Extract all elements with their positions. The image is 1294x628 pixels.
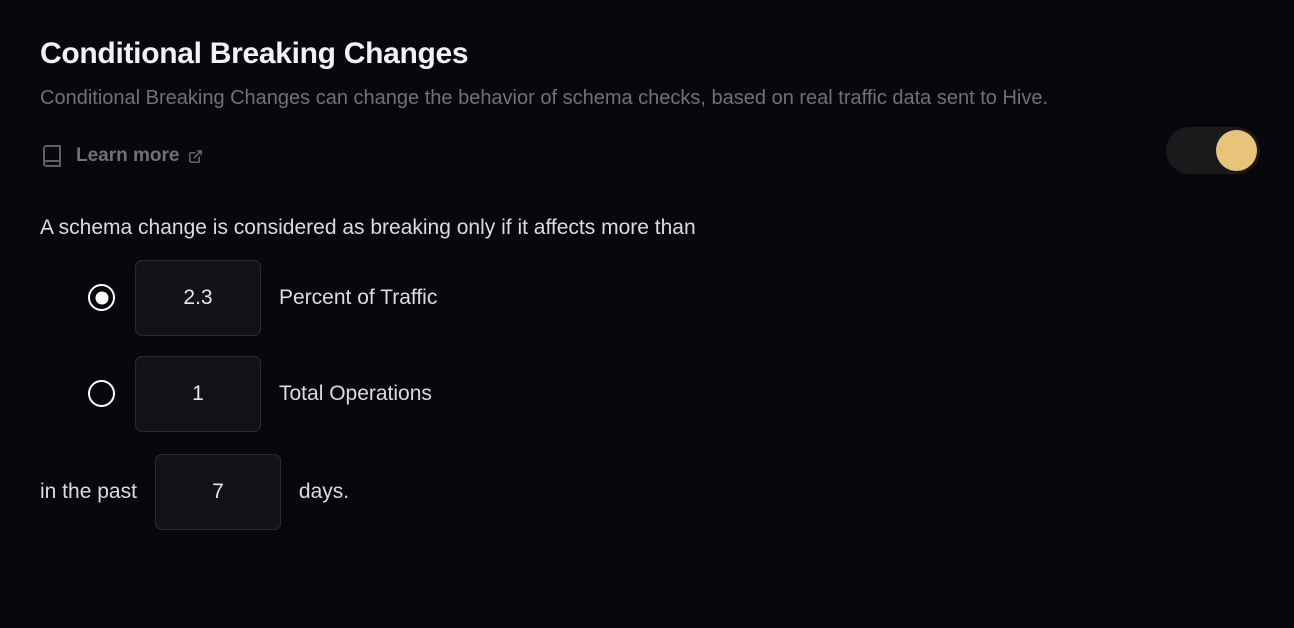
book-icon <box>40 144 64 168</box>
radio-total-operations[interactable] <box>88 380 115 407</box>
page-title: Conditional Breaking Changes <box>40 37 469 70</box>
period-row <box>40 454 1254 530</box>
radio-percent-of-traffic[interactable] <box>88 284 115 311</box>
conditional-breaking-changes-toggle[interactable] <box>1166 127 1260 174</box>
external-link-icon <box>188 148 203 163</box>
learn-more-row <box>40 144 1254 168</box>
toggle-knob <box>1216 130 1257 171</box>
percent-of-traffic-label: Percent of Traffic <box>279 285 438 309</box>
section-description: Conditional Breaking Changes can change the behavior of schema checks, based on real traffic data sent to Hive. <box>40 87 1049 109</box>
learn-more-label: Learn more <box>76 144 180 166</box>
total-operations-input[interactable] <box>135 356 261 432</box>
period-days-input[interactable] <box>155 454 281 530</box>
option-row-total-operations <box>40 356 1254 432</box>
learn-more-link[interactable] <box>76 145 203 167</box>
percent-of-traffic-input[interactable] <box>135 260 261 336</box>
period-suffix: days. <box>298 479 350 503</box>
period-prefix: in the past <box>40 479 137 503</box>
option-row-percent-of-traffic <box>40 260 1254 336</box>
condition-sentence: A schema change is considered as breaking only if it affects more than <box>40 215 696 239</box>
total-operations-label: Total Operations <box>279 381 432 405</box>
